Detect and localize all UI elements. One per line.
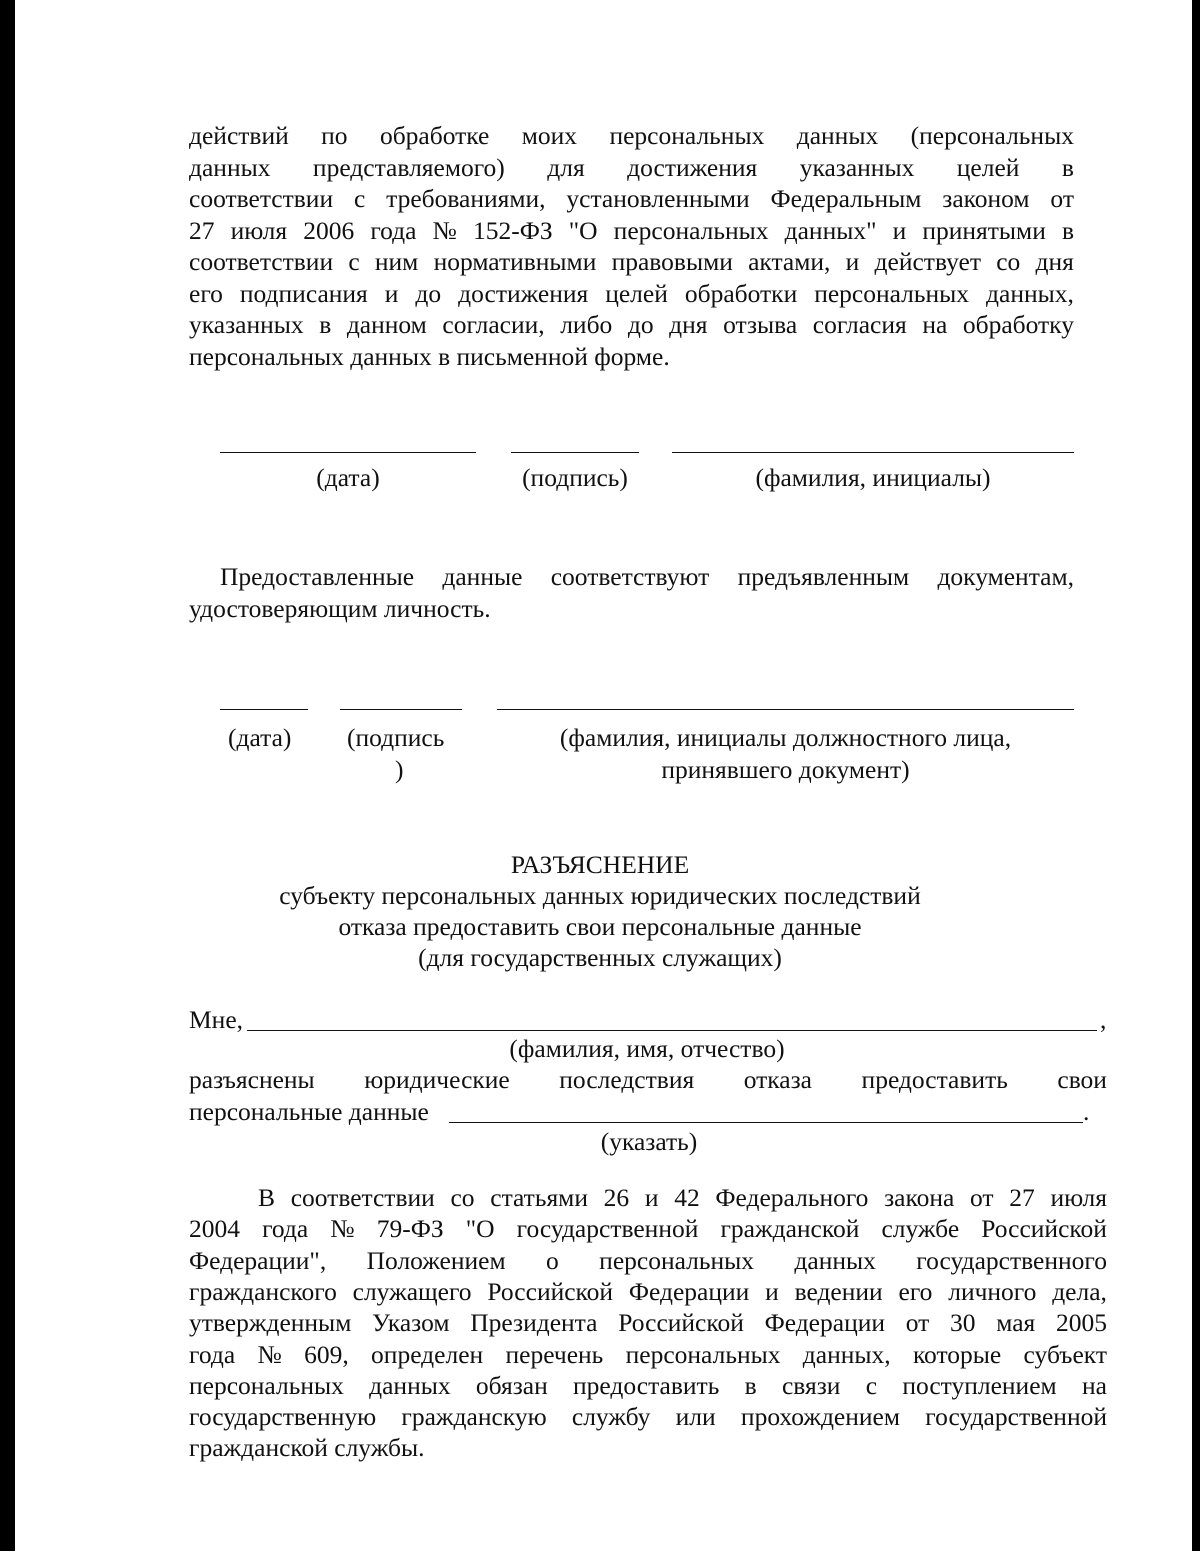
paragraph-verification-line2: удостоверяющим личность. xyxy=(189,594,491,623)
word: службе xyxy=(881,1214,960,1244)
word: и xyxy=(892,215,907,245)
word: 2006 xyxy=(303,215,355,245)
word: 42 xyxy=(674,1183,700,1212)
word: разъяснены xyxy=(189,1065,315,1094)
fio-input-line[interactable] xyxy=(247,1030,1097,1031)
word: персональных xyxy=(599,1245,755,1275)
signature-caption-2-wrap: ) xyxy=(395,755,404,784)
section-subtitle-line1: субъекту персональных данных юридических последствий xyxy=(279,881,921,910)
word: данных, xyxy=(986,278,1074,308)
fio-caption: (фамилия, имя, отчество) xyxy=(509,1034,785,1063)
section-title: РАЗЪЯСНЕНИЕ xyxy=(510,850,690,879)
name-line[interactable] xyxy=(672,452,1074,453)
word: законом xyxy=(942,184,1030,213)
date-caption-2: (дата) xyxy=(228,723,292,752)
word: данных xyxy=(369,1370,451,1400)
paragraph-line xyxy=(189,183,1074,215)
paragraph-line xyxy=(189,246,1074,278)
official-caption-line1: (фамилия, инициалы должностного лица, xyxy=(559,723,1012,752)
word: персональных xyxy=(609,121,765,150)
word: гражданскую xyxy=(401,1402,547,1432)
word: 2005 xyxy=(1055,1308,1107,1338)
paragraph-line xyxy=(189,1401,1107,1433)
specify-caption: (указать) xyxy=(600,1127,698,1156)
word: гражданского xyxy=(189,1276,337,1306)
word: его xyxy=(898,1276,933,1306)
word: моих xyxy=(521,121,578,150)
paragraph-line xyxy=(189,309,1074,341)
word: с xyxy=(348,247,360,276)
word: службу xyxy=(571,1402,651,1432)
word: на xyxy=(1081,1370,1107,1400)
word: и xyxy=(765,1276,779,1306)
word: года xyxy=(189,1339,236,1369)
paragraph-line xyxy=(189,120,1074,152)
word: 2004 xyxy=(189,1214,240,1244)
me-comma: , xyxy=(1100,1005,1107,1034)
word: связи xyxy=(781,1370,841,1400)
word: В xyxy=(258,1183,276,1212)
word: требованиями, xyxy=(386,184,546,213)
word: актами, xyxy=(748,247,831,276)
word: Российской xyxy=(618,1308,744,1338)
pd-label: персональные данные xyxy=(189,1097,429,1126)
word: от xyxy=(905,1308,930,1338)
word: или xyxy=(675,1402,716,1432)
word: определен xyxy=(371,1339,484,1369)
word: от xyxy=(970,1183,994,1212)
word: целей xyxy=(956,152,1020,182)
word: Федерации xyxy=(764,1308,886,1338)
paragraph-line xyxy=(189,1307,1107,1339)
word: для xyxy=(547,152,585,182)
paragraph-line xyxy=(189,1339,1107,1371)
paragraph-line xyxy=(189,1276,1107,1308)
date-caption: (дата) xyxy=(316,463,380,492)
word: ним xyxy=(374,247,419,276)
word: государственной xyxy=(925,1402,1107,1432)
scan-edge-left xyxy=(0,0,15,1551)
word: персональных xyxy=(189,1370,344,1400)
word: действует xyxy=(874,247,981,276)
word: в xyxy=(1061,215,1074,245)
word: его xyxy=(189,278,223,308)
word: Федерации", xyxy=(189,1245,327,1275)
word: со xyxy=(996,247,1021,276)
word: в xyxy=(319,310,332,339)
word: № xyxy=(432,215,457,245)
word: представляемого) xyxy=(312,152,505,182)
word: согласия xyxy=(812,310,907,339)
date-line-2[interactable] xyxy=(220,709,308,710)
word: соответствии xyxy=(290,1183,435,1212)
word: данных, xyxy=(802,1339,891,1369)
word: по xyxy=(321,121,348,150)
signature-line-2[interactable] xyxy=(340,709,462,710)
word: июля xyxy=(230,215,288,245)
word: субъект xyxy=(1023,1339,1107,1369)
word: отзыва xyxy=(723,310,798,339)
word: предъявленным xyxy=(737,562,910,591)
official-caption-line2: принявшего документ) xyxy=(661,755,910,784)
word: Федерации xyxy=(628,1276,750,1306)
word: дня xyxy=(669,310,708,339)
paragraph-line xyxy=(189,152,1074,184)
word: со xyxy=(450,1183,475,1212)
signature-caption-2: (подпись xyxy=(347,723,445,752)
word: Российской xyxy=(981,1214,1107,1244)
word: 152-ФЗ xyxy=(472,215,553,245)
word: с xyxy=(865,1370,878,1400)
word: Федерального xyxy=(715,1183,869,1212)
word: Федеральным xyxy=(770,184,922,213)
word: года xyxy=(262,1214,309,1244)
word: Предоставленные xyxy=(220,562,415,591)
word: юридические xyxy=(364,1065,510,1094)
paragraph-line xyxy=(258,1182,1107,1214)
word: указанных xyxy=(189,310,304,339)
paragraph-verification-line1 xyxy=(220,561,1074,593)
word: служащего xyxy=(352,1276,472,1306)
word: с xyxy=(353,184,366,213)
word: 30 xyxy=(950,1308,976,1338)
section-subtitle-line2: отказа предоставить свои персональные данные xyxy=(338,912,862,941)
word: и xyxy=(845,247,860,276)
signature-caption: (подпись) xyxy=(522,463,628,492)
explained-line xyxy=(189,1064,1107,1096)
pd-dot: . xyxy=(1083,1097,1090,1126)
word: прохождением xyxy=(740,1402,900,1432)
word: персональных xyxy=(814,278,970,308)
word: гражданской xyxy=(720,1214,860,1244)
word: поступлением xyxy=(902,1370,1057,1400)
word: нормативными xyxy=(433,247,597,276)
word: от xyxy=(1050,184,1074,213)
word: на xyxy=(922,310,948,339)
word: до xyxy=(415,278,442,308)
word: обязан xyxy=(475,1370,548,1400)
word: дела, xyxy=(1052,1276,1107,1306)
word: свои xyxy=(1057,1065,1107,1094)
word: ведении xyxy=(794,1276,883,1306)
word: принятыми xyxy=(922,215,1046,245)
word: обработки xyxy=(684,278,798,308)
word: № xyxy=(257,1339,282,1369)
word: персональных xyxy=(613,215,769,245)
word: данных xyxy=(189,152,271,182)
word: 27 xyxy=(1009,1183,1035,1212)
word: и xyxy=(644,1183,659,1212)
word: о xyxy=(546,1245,559,1275)
word: данных" xyxy=(784,215,877,245)
word: "О xyxy=(568,215,598,245)
word: в xyxy=(744,1370,757,1400)
word: в xyxy=(1061,152,1074,182)
word: данных xyxy=(796,121,879,150)
word: июля xyxy=(1050,1183,1107,1212)
word: 79-ФЗ xyxy=(376,1214,444,1244)
paragraph-line xyxy=(189,1213,1107,1245)
word: статьями xyxy=(490,1183,588,1212)
word: государственного xyxy=(916,1245,1107,1275)
word: № xyxy=(330,1214,355,1244)
word: целей xyxy=(605,278,668,308)
paragraph-line xyxy=(189,1245,1107,1277)
word: утвержденным xyxy=(189,1308,352,1338)
word: мая xyxy=(996,1308,1036,1338)
word: персональных xyxy=(625,1339,781,1369)
word: Российской xyxy=(487,1276,614,1306)
name-caption: (фамилия, инициалы) xyxy=(755,463,991,492)
word: и xyxy=(384,278,399,308)
word: отказа xyxy=(743,1065,813,1094)
word: дня xyxy=(1035,247,1074,276)
word: 27 xyxy=(189,215,215,245)
word: закона xyxy=(884,1183,955,1212)
date-line[interactable] xyxy=(220,452,476,453)
word: обработке xyxy=(379,121,490,150)
paragraph-line xyxy=(189,215,1074,247)
word: года xyxy=(370,215,417,245)
word: перечень xyxy=(505,1339,604,1369)
word: соответствии xyxy=(189,184,334,213)
word: установленными xyxy=(566,184,750,213)
word: предоставить xyxy=(861,1065,1008,1094)
word: Президента xyxy=(470,1308,598,1338)
word: документам, xyxy=(937,562,1074,591)
word: "О xyxy=(465,1214,495,1244)
me-label: Мне, xyxy=(189,1005,244,1034)
word: указанных xyxy=(799,152,915,182)
word: до xyxy=(627,310,654,339)
word: 26 xyxy=(603,1183,630,1212)
paragraph-line: гражданской службы. xyxy=(189,1433,425,1463)
word: Указом xyxy=(372,1308,450,1338)
word: данные xyxy=(442,562,523,591)
word: Положением xyxy=(366,1245,506,1275)
word: личного xyxy=(948,1276,1037,1306)
word: достижения xyxy=(458,278,589,308)
word: последствия xyxy=(559,1065,695,1094)
paragraph-line: персональных данных в письменной форме. xyxy=(189,341,670,371)
word: подписания xyxy=(239,278,368,308)
scan-edge-right xyxy=(1192,0,1200,1551)
official-name-line[interactable] xyxy=(497,709,1074,710)
paragraph-line xyxy=(189,278,1074,310)
word: данном xyxy=(346,310,427,339)
paragraph-line xyxy=(189,1370,1107,1402)
word: либо xyxy=(560,310,613,339)
word: согласии, xyxy=(442,310,545,339)
word: государственной xyxy=(516,1214,699,1244)
word: которые xyxy=(912,1339,1002,1369)
signature-line[interactable] xyxy=(511,452,639,453)
word: (персональных xyxy=(910,121,1074,150)
word: государственную xyxy=(189,1402,377,1432)
word: правовыми xyxy=(611,247,733,276)
word: соответствуют xyxy=(550,562,710,591)
word: соответствии xyxy=(189,247,334,276)
word: данных xyxy=(794,1245,876,1275)
word: предоставить xyxy=(573,1370,720,1400)
pd-input-line[interactable] xyxy=(449,1122,1083,1123)
word: 609, xyxy=(304,1339,349,1369)
word: действий xyxy=(189,121,289,150)
section-subtitle-line3: (для государственных служащих) xyxy=(418,943,782,972)
word: достижения xyxy=(627,152,758,182)
word: обработку xyxy=(962,310,1074,339)
